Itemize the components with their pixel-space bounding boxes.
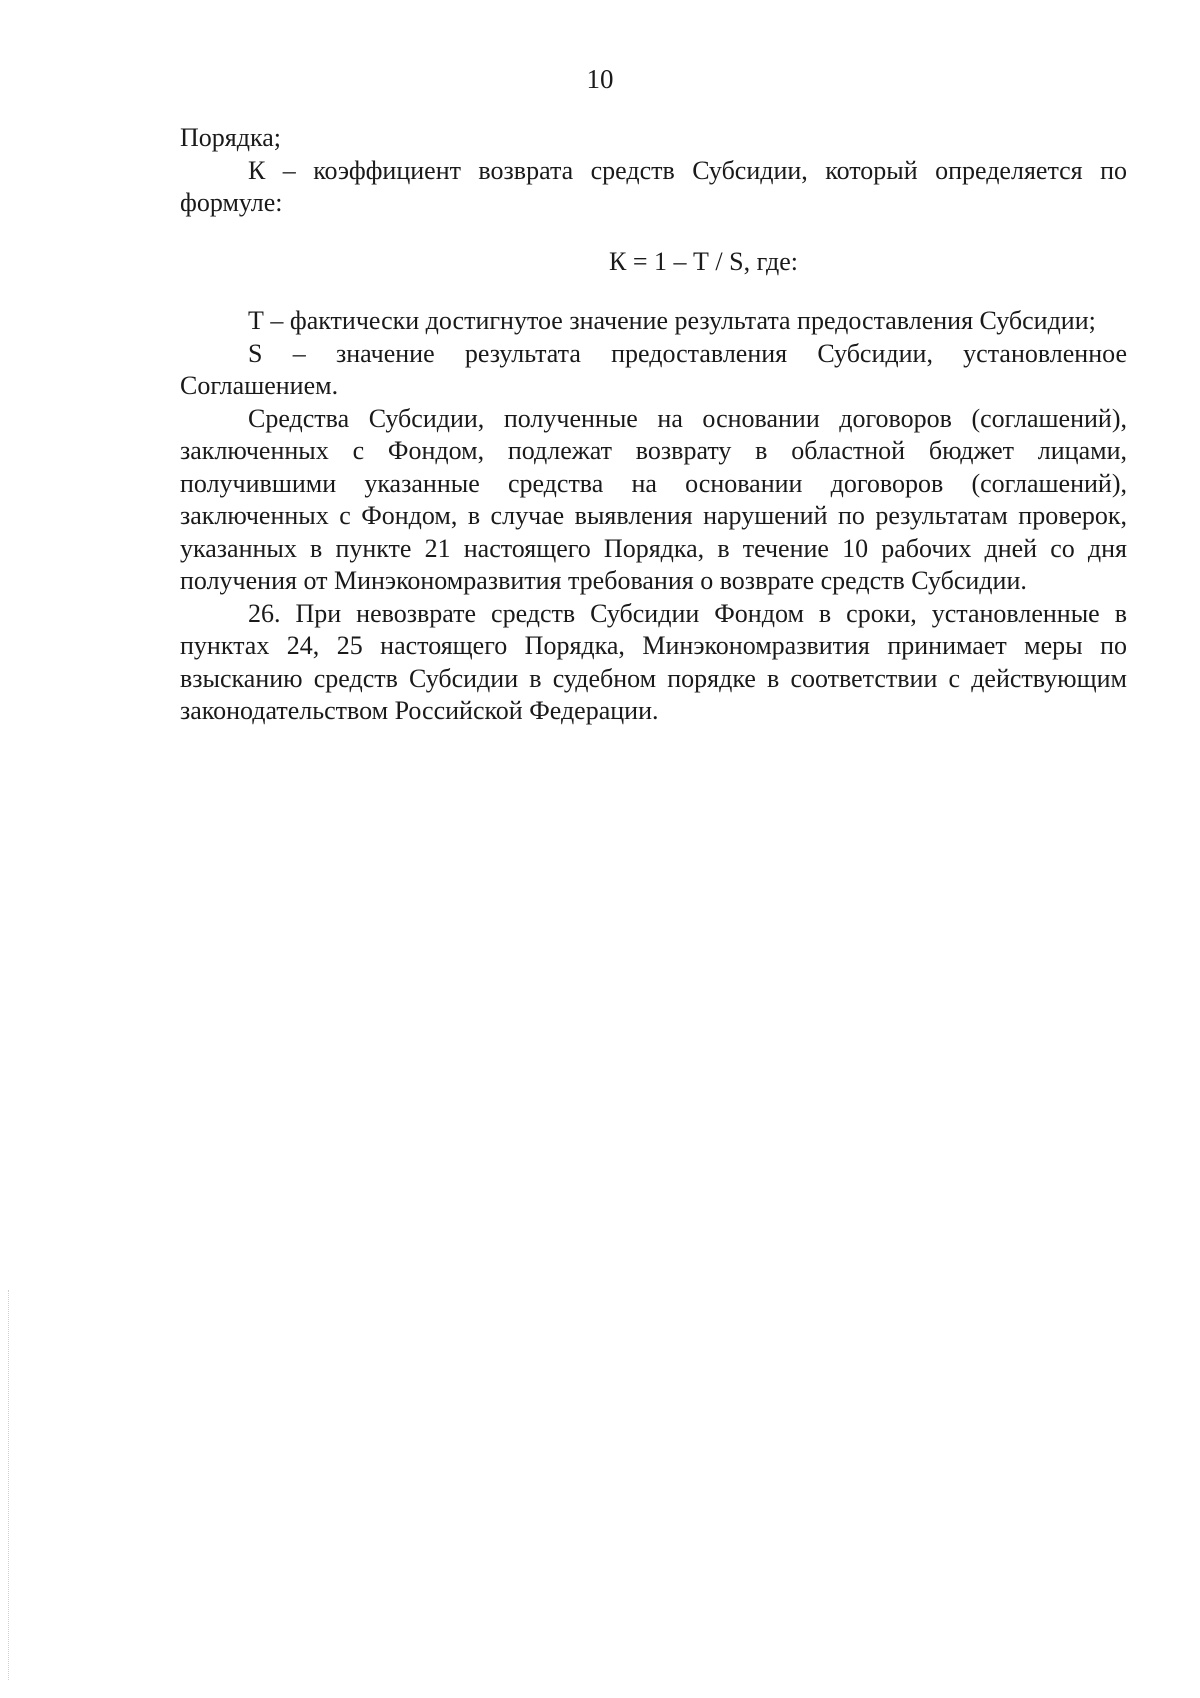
paragraph-continuation: Порядка; <box>180 123 281 152</box>
paragraph-coefficient-definition: К – коэффициент возврата средств Субсидии, который определяется по формуле: <box>180 155 1127 217</box>
page-number: 10 <box>586 64 614 94</box>
paragraph-item-26: 26. При невозврате средств Субсидии Фондом в сроки, установленные в пунктах 24, 25 настоящего Порядка, Минэкономразвития принимает меры по взысканию средств Субсидии в судебном порядке в соответствии с действующим законодательством Российской Федерации. <box>180 598 1127 725</box>
paragraph-t-definition: Т – фактически достигнутое значение результата предоставления Субсидии; <box>248 306 1096 335</box>
paragraph-subsidy-return: Средства Субсидии, полученные на основании договоров (соглашений), заключенных с Фондом, подлежат возврату в областной бюджет лицами, получившими указанные средства на основании договоров (соглашений), заключенных с Фондом, в случае выявления нарушений по результатам проверок, указанных в пункте 21 настоящего Порядка, в течение 10 рабочих дней со дня получения от Минэкономразвития требования о возврате средств Субсидии. <box>180 403 1127 595</box>
scan-edge-artifact <box>8 1290 10 1680</box>
paragraph-s-definition: S – значение результата предоставления Субсидии, установленное Соглашением. <box>180 338 1127 400</box>
document-body <box>180 122 1127 728</box>
formula: К = 1 – Т / S, где: <box>609 246 798 276</box>
